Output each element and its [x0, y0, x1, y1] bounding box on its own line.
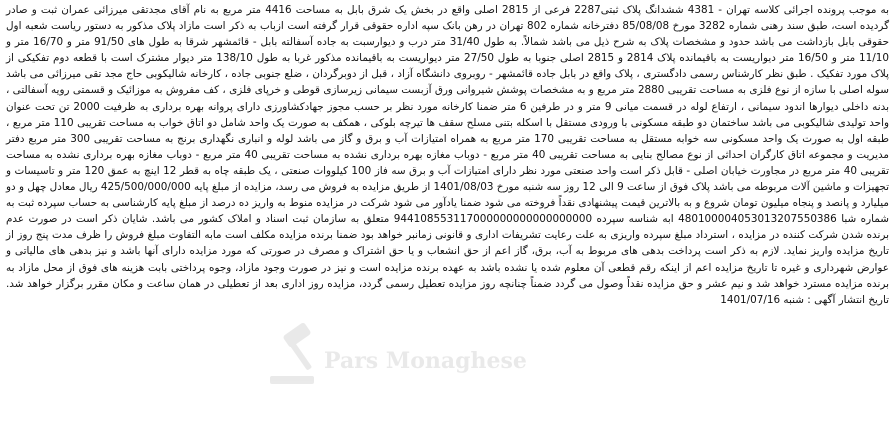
watermark-text: Pars Monaghese — [324, 348, 527, 374]
auction-notice-text: به موجب پرونده اجرائی کلاسه تهران - 4381 ششدانگ پلاک ثبتی2287 فرعی از 2815 اصلی واقع در بخش یک شرق بابل به مساحت 4416 متر مربع به نام آقای مجدتقی میرزائی عمران ثبت و صادر گردیده است، طبق سند رهنی شماره 3282 مورخ 85/08/08 دفترخانه شماره 802 تهران در رهن بانک سپه اداره حقوقی قرار گرفته است ازباب به ذکر است مازاد پلاک مذکور به دستور ریاست شعبه اول حقوقی بابل بازداشت می باشد حدود و مشخصات پلاک به شرح ذیل می باشد شمالاً. به طول 31/40 متر درب و دیوارسبت به جاده آسفالته بابل - قائمشهر شرقا به طول های 91/50 متر و 16/70 متر و 11/10 متر و 16/50 متر دیواریست به باقیمانده پلاک 2814 و 2815 اصلی جنوبا به طول 27/50 متر دیواریست به باقیمانده مذکور غربا به طول 138/10 متر دیوار مشترک است با قطعه دوم تفکیکی از پلاک مورد تفکیک . طبق نظر کارشناس رسمی دادگستری ، پلاک واقع در بابل جاده قائمشهر - روبروی دانشگاه آزاد ، قبل از دوبرگردان ، ضلع جنوبی جاده ، کارخانه شالیکوبی حاج مجد تقی میرزائی می باشد سوله اصلی با سازه از نوع فلزی به مساحت تقریبی 2880 متر مربع و به مشخصات پوشش شیروانی ورق آزبست سیمانی زیرسازی قوطی و خرپای فلزی ، کف مفروش به موزائیک و قسمتی رویه آسفالتی ، بدنه داخلی دیوارها اندود سیمانی ، ارتفاع لوله در قسمت میانی 9 متر و در طرفین 6 متر ضمنا کارخانه مورد نظر بر حسب مجوز جهادکشاورزی دارای پروانه بهره برداری به ظرفیت 2000 تن تحت عنوان واحد تولیدی شالیکوبی می باشد ساختمان دو طبقه مسکونی با ورودی مستقل با اسکله بتنی مسلح سقف ها تیرچه بلوکی ، همکف به صورت یک واحد شامل دو اتاق خواب به مساحت تقریبی 110 متر مربع ، طبقه اول به صورت یک واحد مسکونی سه خوابه مستقل به مساحت تقریبی 170 متر مربع به همراه امتیازات آب و برق و گاز می باشد لوله و انباری نگهداری برنج به مساحت تقریبی 300 متر مربع دفتر مدیریت و مجموعه اتاق کارگران احداثی از نوع مصالح بنایی به مساحت تقریبی 40 متر مربع - دوباب مغازه بهره برداری نشده به مساحت تقریبی 40 متر مربع - دوباب مغازه بهره برداری نشده به مساحت تقریبی 40 متر مربع در مجاورت خیابان اصلی - قابل ذکر است واحد صنعتی مورد نظر دارای امتیازات آب و برق سه فاز 100 کیلووات صنعتی ، یک طبقه چاه به قطر 12 اینچ به عمق 120 متر و تاسیسات و تجهیزات و ماشین آلات مربوطه می باشد پلاک فوق از ساعت 9 الی 12 روز سه شنبه مورخ 1401/08/03 از طریق مزایده به فروش می رسد، مزایده از مبلغ پایه 425/500/000/000 ریال معادل چهل و دو میلیارد و پانصد و پنجاه میلیون تومان شروع و به بالاترین قیمت پیشنهادی نقداً فروخته می شود ضمنا یادآور می شود شرکت در مزایده منوط به واریز ده درصد از مبلغ پایه کارشناسی به حساب سپرده ثبت به شماره شبا 480100004053013207550386 ابه شناسه سپرده 944108553117000000000000000000 متعلق به سازمان ثبت اسناد و املاک کشور می باشد. شایان ذکر است در صورت عدم برنده شدن شرکت کننده در مزایده ، استرداد مبلغ سپرده واریزی به علت رعایت تشریفات اداری و قانونی زمانبر خواهد بود ضمنا برنده مزایده مکلف است مابه التفاوت مبلغ فروش را ظرف مدت پنج روز از تاریخ مزایده واریز نماید. لازم به ذکر است پرداخت بدهی های مربوط به آب، برق، گاز اعم از حق انشعاب و یا حق اشتراک و مصرف در صورتی که مورد مزایده دارای آنها باشد و نیز بدهی های مالیاتی و عوارض شهرداری و غیره تا تاریخ مزایده اعم از اینکه رقم قطعی آن معلوم شده یا نشده باشد به عهده برنده مزایده است و نیز در صورت وجود مازاد، وجوه پرداختی بابت هزینه های فوق از محل مازاد به برنده مزایده مسترد خواهد شد و نیم عشر و حق مزایده نقداً وصول می گردد ضمناً چنانچه روز مزایده تعطیل رسمی گردد، مزایده روز اداری بعد از تعطیلی در همان ساعت و مکان مقرر برگزار خواهد شد. تاریخ انتشار آگهی : شنبه 1401/07/16 — [6, 4, 890, 306]
